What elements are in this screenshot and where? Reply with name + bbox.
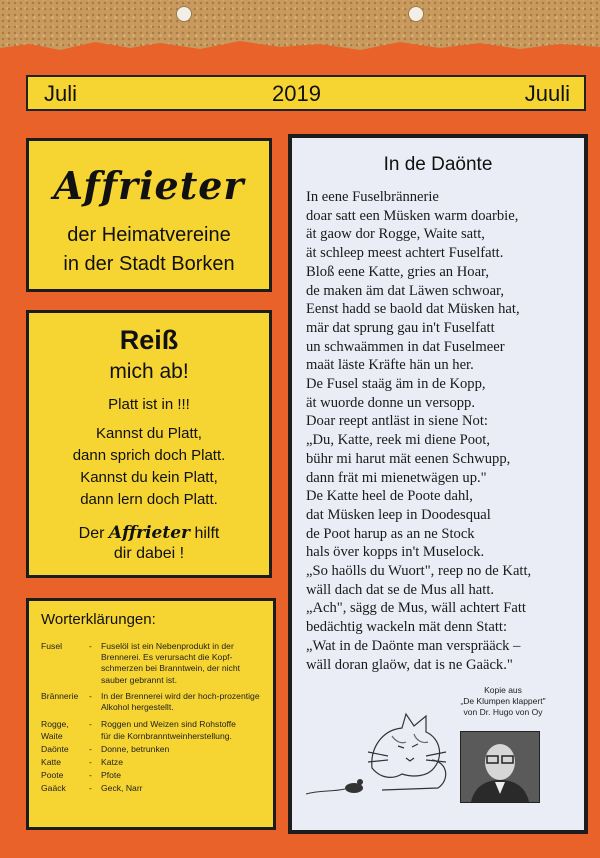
tear-help-line: Der Affrieter hilft xyxy=(78,523,220,543)
tear-help-line-2: dir dabei ! xyxy=(113,545,185,562)
punch-hole-right xyxy=(408,6,424,22)
poem-line: Eenst hadd se baold dat Müsken hat, xyxy=(306,301,520,318)
brand-logo: Affrieter xyxy=(53,163,245,208)
tear-line-4: Kannst du kein Platt, xyxy=(80,469,218,486)
poem-line: In eene Fuselbrännerie xyxy=(306,189,439,205)
tear-line-2: Kannst du Platt, xyxy=(96,425,202,442)
poem-credit: Kopie aus „De Klumpen klappert" von Dr. Hugo von Oy xyxy=(460,685,546,717)
poem-line: hals över kopps in't Muselock. xyxy=(306,544,485,561)
poem-line: De Katte heel de Poote dahl, xyxy=(306,488,473,505)
torn-paper-edge xyxy=(0,34,600,66)
poem-line: „So haölls du Wuort", reep no de Katt, xyxy=(306,563,532,580)
poem-line: de maken äm dat Läwen schwoar, xyxy=(306,282,504,299)
poem-title: In de Daönte xyxy=(383,154,493,175)
glossary-box: Worterklärungen: Fusel - Fuselöl ist ein Nebenprodukt in der Brennerei. Es verursacht die Kopf-schmerzen bei Branntwein, der nicht sauber gebrannt ist. Brännerie - In der Brennerei wird der hoch-prozentige Alkohol hergestellt. Rogge, - Roggen und Weizen sind Rohstoffe Waite für die Kornbranntweinherstellung. Daönte - Donne, betrunken Katte - Katze Poote - Pfote Gaäck - Geck, Narr xyxy=(26,598,276,830)
brand-line-1: der Heimatvereine xyxy=(67,224,231,246)
poem-line: maät läste Kräfte hän un her. xyxy=(306,357,474,374)
poem-line: un schwaämmen in dat Fuselmeer xyxy=(306,338,505,355)
year-label: 2019 xyxy=(272,81,321,106)
brand-box xyxy=(26,138,272,292)
tear-line-5: dann lern doch Platt. xyxy=(80,491,218,508)
punch-hole-left xyxy=(176,6,192,22)
glossary-title: Worterklärungen: xyxy=(41,611,156,628)
tear-line-3: dann sprich doch Platt. xyxy=(72,447,226,464)
poem-line: de Poot harup as an ne Stock xyxy=(306,525,475,542)
poem-line: „Wat in de Daönte man versprääck – xyxy=(306,637,521,654)
poem-line: bühr mi harut mät eenen Schwupp, xyxy=(306,450,511,467)
brand-inline: Affrieter xyxy=(108,523,190,543)
poem-panel xyxy=(292,138,584,830)
poem-line: wäll doran glaöw, dat is ne Gaäck." xyxy=(306,656,513,673)
poem-line: bedächtig wackeln mät denn Statt: xyxy=(306,619,508,636)
poem-line: doar satt een Müsken warm doarbie, xyxy=(306,207,519,224)
poem-line: De Fusel staäg äm in de Kopp, xyxy=(306,376,486,393)
poem-line: „Du, Katte, reek mi diene Poot, xyxy=(306,432,490,449)
poem-line: ät gaow dor Rogge, Waite satt, xyxy=(306,226,485,243)
tear-line-1: Platt ist in !!! xyxy=(108,396,190,413)
tear-title: Reiß xyxy=(119,325,179,355)
poem-line: ät schleep meest achtert Fuselfatt. xyxy=(306,245,504,262)
poem-lines xyxy=(306,188,582,674)
cat-and-mouse-illustration xyxy=(302,708,452,800)
month-right: Juuli xyxy=(524,81,570,106)
tear-off-box xyxy=(26,310,272,578)
poem-line: Bloß eene Katte, gries an Hoar, xyxy=(306,263,489,280)
brand-line-2: in der Stadt Borken xyxy=(63,253,235,275)
poem-line: ät wuorde donne un versopp. xyxy=(306,394,476,411)
month-left: Juli xyxy=(44,81,78,106)
poem-line: dat Müsken leep in Doodesqual xyxy=(306,506,491,523)
poem-line: Doar reept antläst in siene Not: xyxy=(306,413,488,430)
poem-line: „Ach", sägg de Mus, wäll achtert Fatt xyxy=(306,600,526,617)
poem-line: mär dat sprung gau in't Fuselfatt xyxy=(306,319,495,336)
month-header-bar xyxy=(26,75,586,111)
tear-subtitle: mich ab! xyxy=(109,360,189,383)
poem-line: dann frät mi mienetwägen up." xyxy=(306,469,487,486)
poem-line: wäll dach dat se de Mus all hatt. xyxy=(306,581,495,598)
mouse-figure xyxy=(306,779,363,794)
author-photo xyxy=(460,731,540,803)
